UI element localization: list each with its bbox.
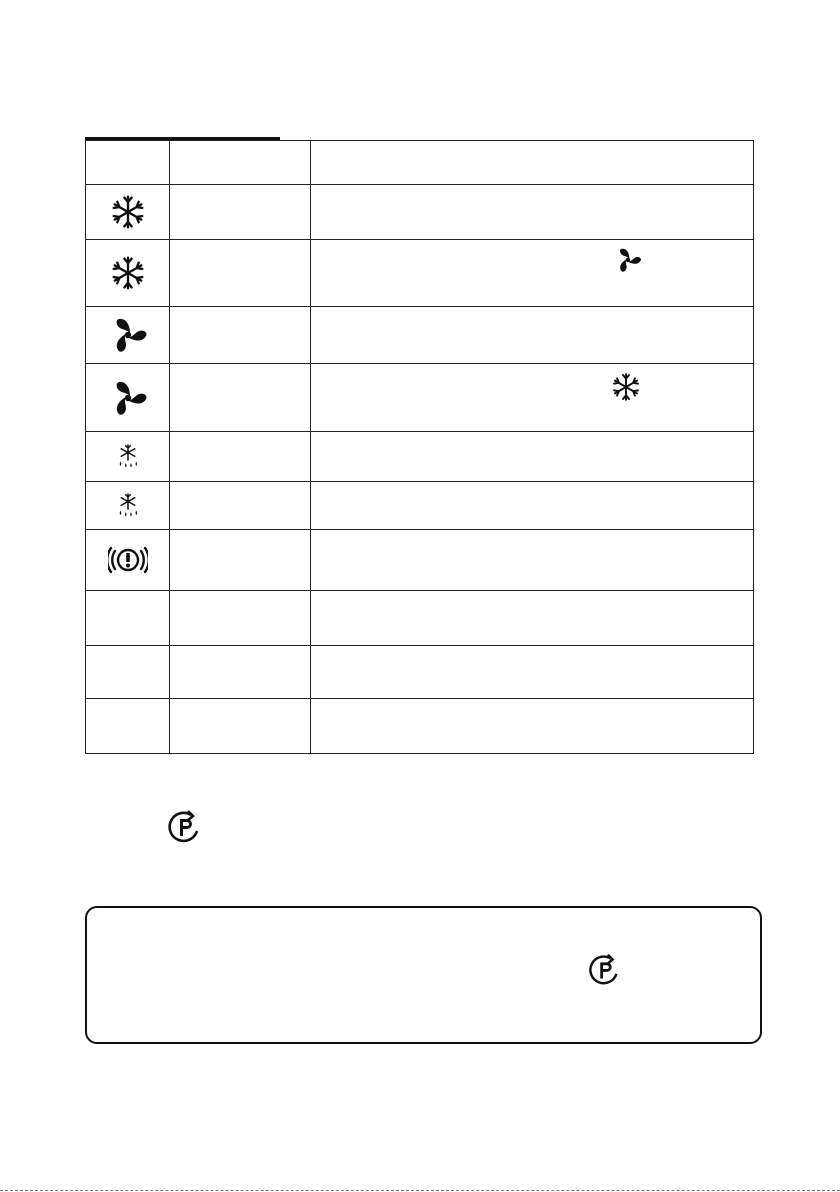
program-note: [165, 807, 205, 847]
fan-icon: [614, 246, 642, 274]
label-cell: [170, 364, 311, 432]
header-description-cell: [311, 141, 754, 185]
defrost-icon: [113, 442, 143, 472]
table-row: [86, 364, 754, 432]
snowflake-icon: [611, 372, 641, 402]
description-cell: [311, 240, 754, 307]
table-row: [86, 591, 754, 646]
snowflake-icon: [110, 194, 146, 230]
symbol-cell: [86, 364, 170, 432]
description-cell: [311, 307, 754, 364]
header-symbol-cell: [86, 141, 170, 185]
symbol-cell: [86, 240, 170, 307]
table-row: [86, 482, 754, 530]
label-cell: [170, 699, 311, 754]
fan-icon: [108, 315, 148, 355]
defrost-icon: [113, 491, 143, 521]
table-row: [86, 432, 754, 482]
label-cell: [170, 307, 311, 364]
label-cell: [170, 432, 311, 482]
table-row: [86, 530, 754, 591]
table-row: [86, 307, 754, 364]
table-header-row: [86, 141, 754, 185]
table-row: [86, 185, 754, 240]
symbol-cell: [86, 482, 170, 530]
program-p-icon: [165, 807, 205, 847]
description-cell: [311, 364, 754, 432]
indicator-table: [85, 140, 754, 754]
symbol-cell: [86, 432, 170, 482]
notice-box: [85, 906, 762, 1044]
symbol-cell: [86, 591, 170, 646]
description-cell: [311, 591, 754, 646]
label-cell: [170, 185, 311, 240]
table-row: [86, 646, 754, 699]
page-bottom-edge: [0, 1190, 840, 1191]
symbol-cell: [86, 699, 170, 754]
label-cell: [170, 530, 311, 591]
header-name-cell: [170, 141, 311, 185]
description-cell: [311, 185, 754, 240]
fan-icon: [108, 378, 148, 418]
symbol-cell: [86, 307, 170, 364]
description-cell: [311, 432, 754, 482]
symbol-cell: [86, 646, 170, 699]
label-cell: [170, 591, 311, 646]
snowflake-icon: [110, 255, 146, 291]
description-cell: [311, 699, 754, 754]
table-row: [86, 240, 754, 307]
description-cell: [311, 646, 754, 699]
label-cell: [170, 482, 311, 530]
label-cell: [170, 240, 311, 307]
alarm-icon: [108, 540, 148, 580]
symbol-cell: [86, 185, 170, 240]
description-cell: [311, 530, 754, 591]
table-row: [86, 699, 754, 754]
label-cell: [170, 646, 311, 699]
symbol-cell: [86, 530, 170, 591]
description-cell: [311, 482, 754, 530]
program-p-icon: [586, 951, 624, 989]
